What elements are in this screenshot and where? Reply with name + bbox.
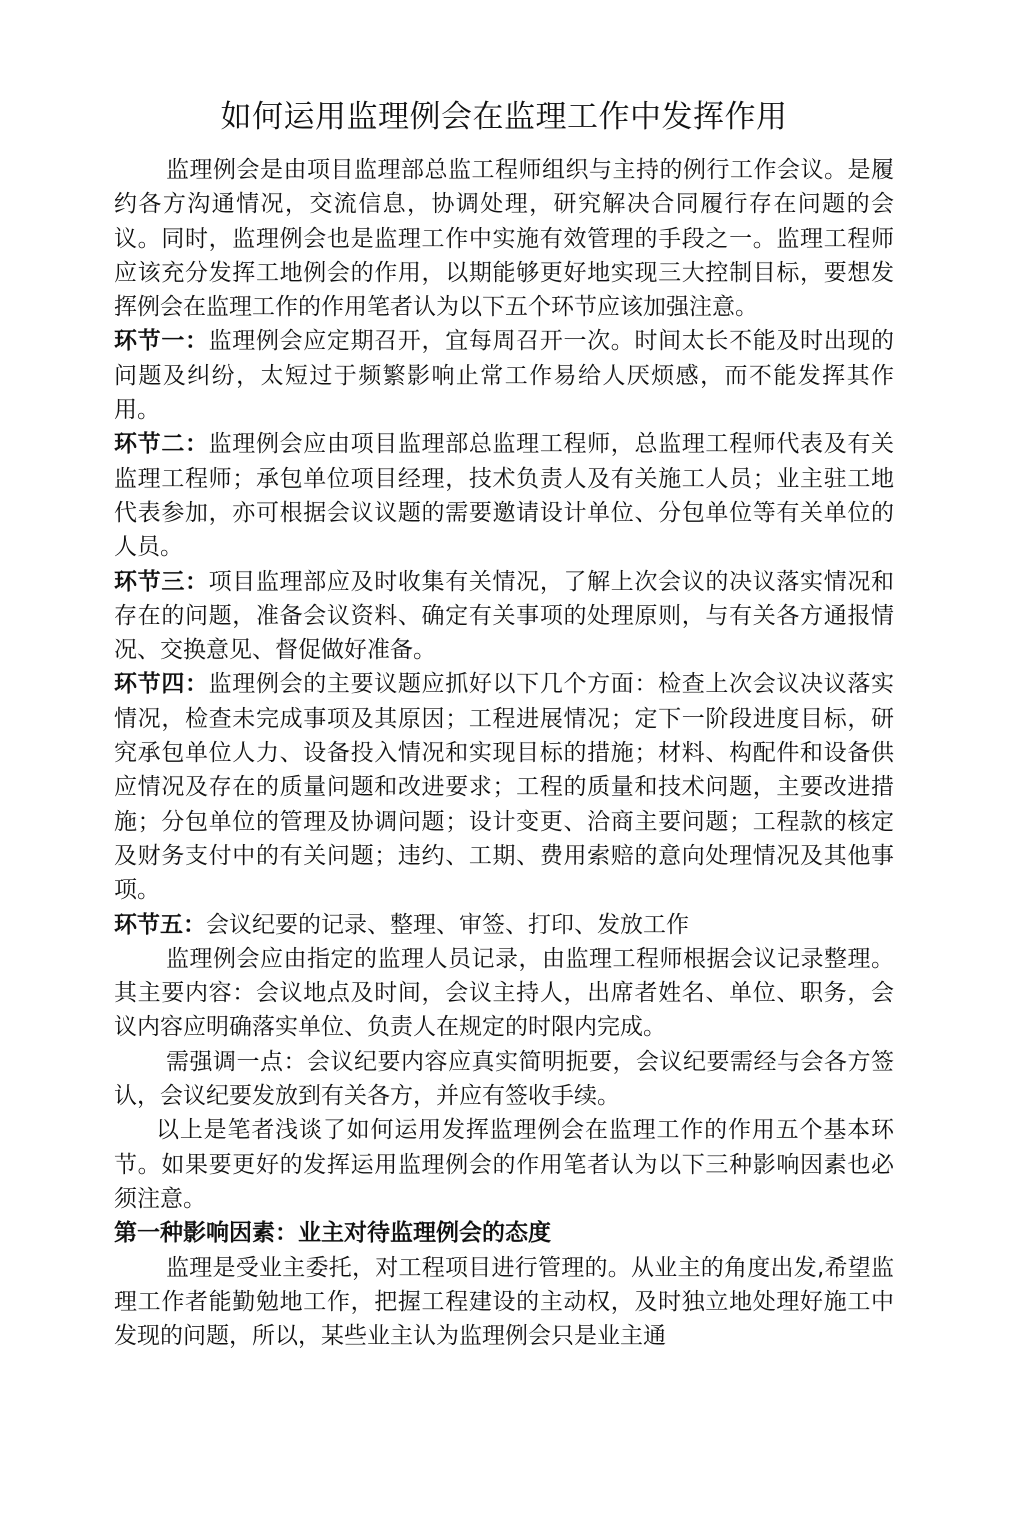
link-4-paragraph bbox=[114, 667, 894, 907]
emphasis-paragraph: 需强调一点：会议纪要内容应真实简明扼要，会议纪要需经与会各方签认，会议纪要发放到有关各方，并应有签收手续。 bbox=[114, 1048, 894, 1110]
link-3-text: 项目监理部应及时收集有关情况，了解上次会议的决议落实情况和存在的问题，准备会议资料、确定有关事项的处理原则，与有关各方通报情况、交换意见、督促做好准备。 bbox=[114, 568, 894, 664]
link-5-label: 环节五： bbox=[114, 911, 206, 938]
intro-paragraph: 监理例会是由项目监理部总监工程师组织与主持的例行工作会议。是履约各方沟通情况，交流信息，协调处理，研究解决合同履行存在问题的会议。同时，监理例会也是监理工作中实施有效管理的手段之一。监理工程师应该充分发挥工地例会的作用，以期能够更好地实现三大控制目标，要想发挥例会在监理工作的作用笔者认为以下五个环节应该加强注意。 bbox=[114, 157, 894, 321]
factor-1-heading: 第一种影响因素：业主对待监理例会的态度 bbox=[114, 1220, 551, 1247]
link-3-label: 环节三： bbox=[114, 568, 209, 595]
link-3-paragraph bbox=[114, 565, 894, 668]
document-page bbox=[114, 93, 894, 1353]
link-4-text: 监理例会的主要议题应抓好以下几个方面：检查上次会议决议落实情况，检查未完成事项及其原因；工程进展情况；定下一阶段进度目标，研究承包单位人力、设备投入情况和实现目标的措施；材料、构配件和设备供应情况及存在的质量问题和改进要求；工程的质量和技术问题，主要改进措施；分包单位的管理及协调问题；设计变更、洽商主要问题；工程款的核定及财务支付中的有关问题；违约、工期、费用索赔的意向处理情况及其他事项。 bbox=[114, 671, 894, 904]
link-1-text: 监理例会应定期召开，宜每周召开一次。时间太长不能及时出现的问题及纠纷，太短过于频繁影响止常工作易给人厌烦感，而不能发挥其作用。 bbox=[114, 328, 894, 424]
link-2-label: 环节二： bbox=[114, 431, 209, 458]
link-1-label: 环节一： bbox=[114, 328, 209, 355]
summary-paragraph: 以上是笔者浅谈了如何运用发挥监理例会在监理工作的作用五个基本环节。如果要更好的发挥运用监理例会的作用笔者认为以下三种影响因素也必须注意。 bbox=[114, 1117, 894, 1212]
link-2-text: 监理例会应由项目监理部总监理工程师，总监理工程师代表及有关监理工程师；承包单位项目经理，技术负责人及有关施工人员；业主驻工地代表参加，亦可根据会议议题的需要邀请设计单位、分包单位等有关单位的人员。 bbox=[114, 431, 894, 561]
link-5-text: 会议纪要的记录、整理、审签、打印、发放工作 bbox=[206, 911, 689, 938]
document-title: 如何运用监理例会在监理工作中发挥作用 bbox=[220, 99, 788, 135]
factor-1-paragraph: 监理是受业主委托，对工程项目进行管理的。从业主的角度出发,希望监理工作者能勤勉地工作，把握工程建设的主动权，及时独立地处理好施工中发现的问题，所以，某些业主认为监理例会只是业主通 bbox=[114, 1254, 894, 1350]
link-1-paragraph bbox=[114, 324, 894, 427]
link-5-paragraph bbox=[114, 908, 894, 942]
link-2-paragraph bbox=[114, 427, 894, 564]
record-paragraph: 监理例会应由指定的监理人员记录，由监理工程师根据会议记录整理。其主要内容：会议地点及时间，会议主持人，出席者姓名、单位、职务，会议内容应明确落实单位、负责人在规定的时限内完成。 bbox=[114, 945, 894, 1041]
link-4-label: 环节四： bbox=[114, 671, 209, 698]
